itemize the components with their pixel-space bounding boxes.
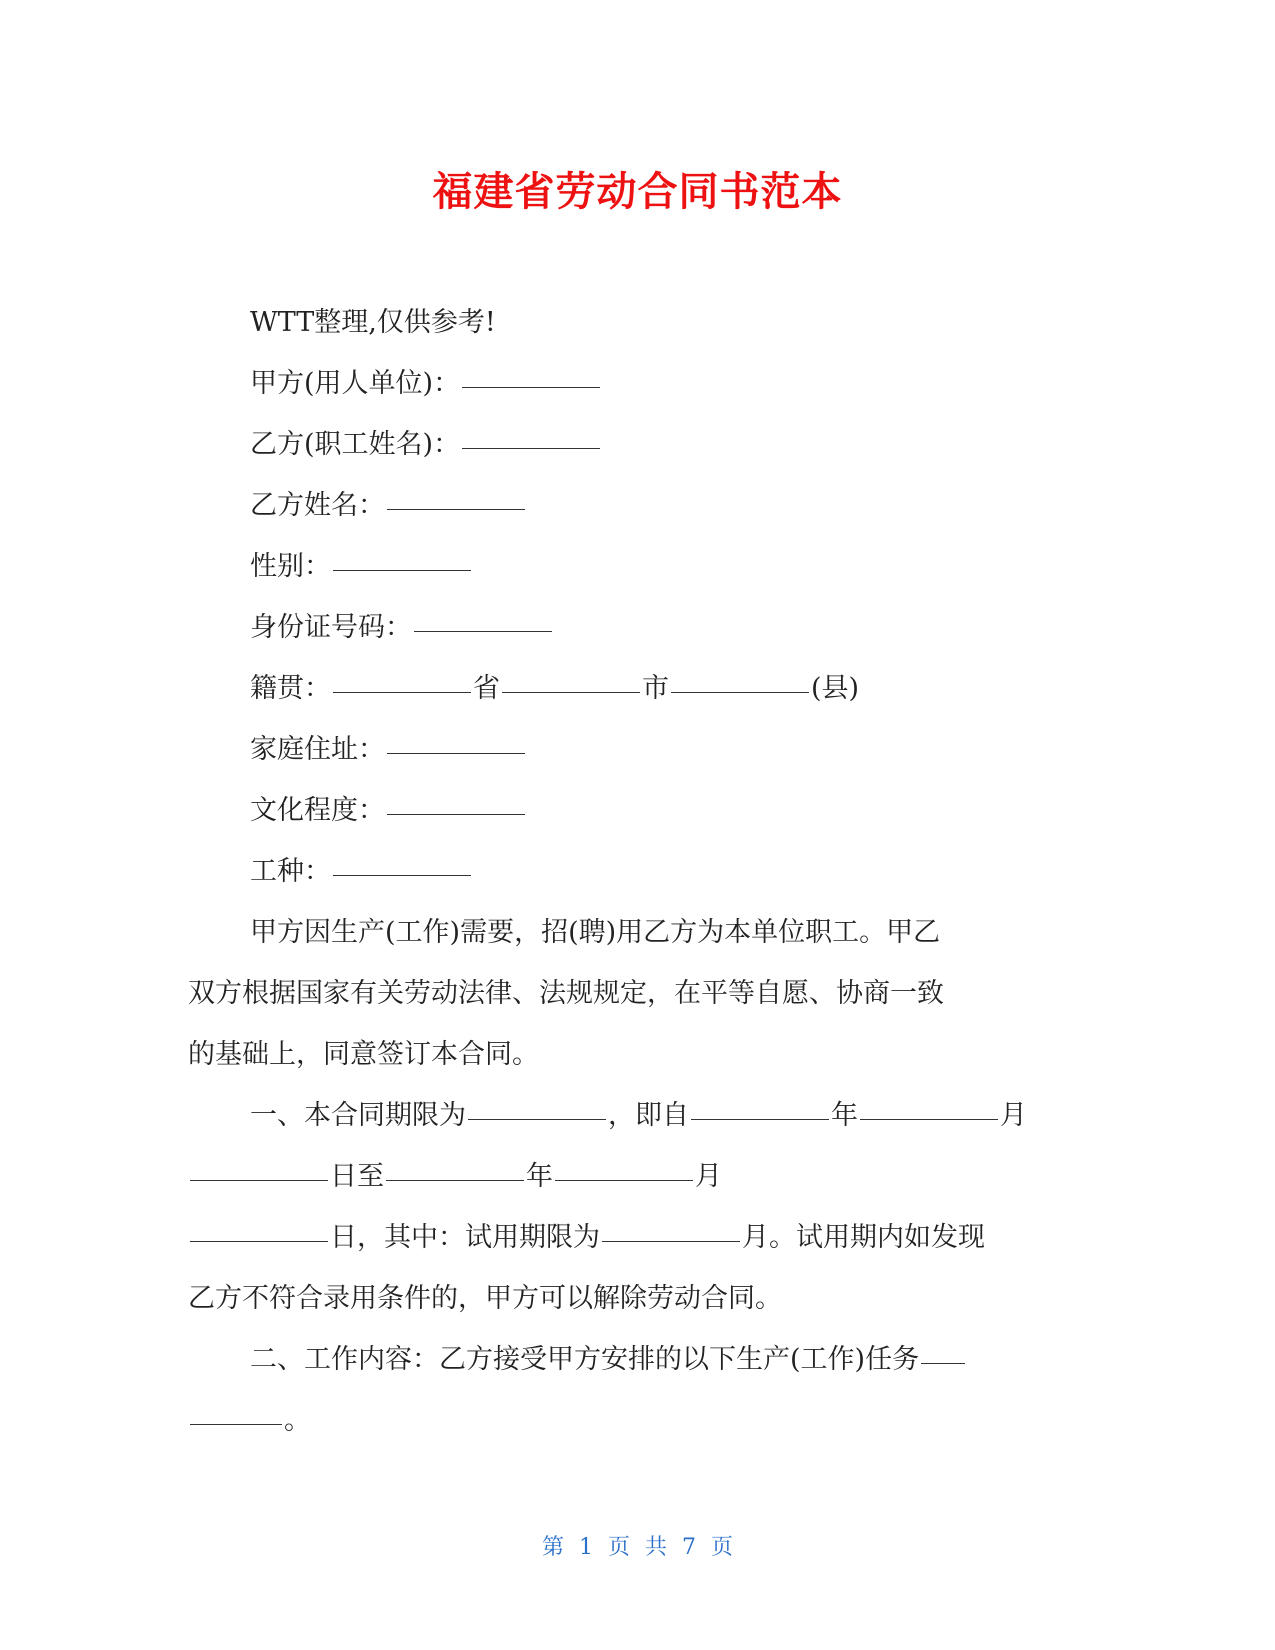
note-text: WTT整理,仅供参考! — [250, 307, 496, 338]
fill-blank — [333, 692, 471, 693]
field-origin — [188, 658, 1078, 719]
intro-line-3: 的基础上，同意签订本合同。 — [188, 1039, 539, 1070]
clause-text: 日，其中：试用期限为 — [330, 1222, 600, 1253]
field-job-type — [188, 841, 1078, 902]
origin-county: (县) — [811, 673, 860, 704]
fill-blank — [555, 1180, 693, 1181]
fill-blank — [333, 875, 471, 876]
fill-blank — [462, 387, 600, 388]
fill-blank — [190, 1180, 328, 1181]
fill-blank — [414, 631, 552, 632]
clause-2-line-1 — [188, 1329, 1078, 1390]
fill-blank — [691, 1119, 829, 1120]
clause-text: 一、本合同期限为 — [250, 1100, 466, 1131]
clause-text: 年 — [831, 1100, 858, 1131]
clause-1-line-1 — [188, 1085, 1078, 1146]
field-party-a — [188, 353, 1078, 414]
clause-text: 月 — [1000, 1100, 1027, 1131]
clause-text: 二、工作内容：乙方接受甲方安排的以下生产(工作)任务 — [250, 1344, 920, 1375]
field-party-b — [188, 414, 1078, 475]
field-name — [188, 475, 1078, 536]
clause-text: 年 — [526, 1161, 553, 1192]
field-id-number — [188, 597, 1078, 658]
clause-1-line-2 — [188, 1146, 1078, 1207]
clause-text: 月。试用期内如发现 — [742, 1222, 985, 1253]
clause-1-line-4: 乙方不符合录用条件的，甲方可以解除劳动合同。 — [188, 1283, 782, 1314]
intro-line-1: 甲方因生产(工作)需要，招(聘)用乙方为本单位职工。甲乙 — [250, 917, 941, 948]
document-title: 福建省劳动合同书范本 — [432, 169, 843, 215]
field-label: 性别： — [250, 551, 331, 582]
field-address — [188, 719, 1078, 780]
clause-text: ，即自 — [608, 1100, 689, 1131]
field-education — [188, 780, 1078, 841]
fill-blank — [387, 753, 525, 754]
field-label: 籍贯： — [250, 673, 331, 704]
fill-blank — [386, 1180, 524, 1181]
fill-blank — [502, 692, 640, 693]
fill-blank — [190, 1241, 328, 1242]
fill-blank — [387, 814, 525, 815]
origin-city: 市 — [642, 673, 669, 704]
fill-blank — [860, 1119, 998, 1120]
fill-blank — [468, 1119, 606, 1120]
field-gender — [188, 536, 1078, 597]
fill-blank — [387, 509, 525, 510]
intro-line-2: 双方根据国家有关劳动法律、法规规定，在平等自愿、协商一致 — [188, 978, 944, 1009]
fill-blank — [921, 1363, 965, 1364]
clause-text: 月 — [695, 1161, 722, 1192]
field-label: 乙方姓名： — [250, 490, 385, 521]
clause-text: 日至 — [330, 1161, 384, 1192]
field-label: 身份证号码： — [250, 612, 412, 643]
clause-text: 。 — [284, 1405, 311, 1436]
origin-province: 省 — [473, 673, 500, 704]
note-line — [188, 292, 1078, 353]
fill-blank — [333, 570, 471, 571]
fill-blank — [462, 448, 600, 449]
field-label: 文化程度： — [250, 795, 385, 826]
field-label: 工种： — [250, 856, 331, 887]
field-label: 甲方(用人单位)： — [250, 368, 461, 399]
fill-blank — [671, 692, 809, 693]
clause-1-line-3 — [188, 1207, 1078, 1268]
page-number: 第 1 页 共 7 页 — [542, 1535, 733, 1560]
document-body — [188, 292, 1078, 1451]
field-label: 乙方(职工姓名)： — [250, 429, 461, 460]
fill-blank — [190, 1424, 282, 1425]
fill-blank — [602, 1241, 740, 1242]
field-label: 家庭住址： — [250, 734, 385, 765]
clause-2-line-2 — [188, 1390, 1078, 1451]
